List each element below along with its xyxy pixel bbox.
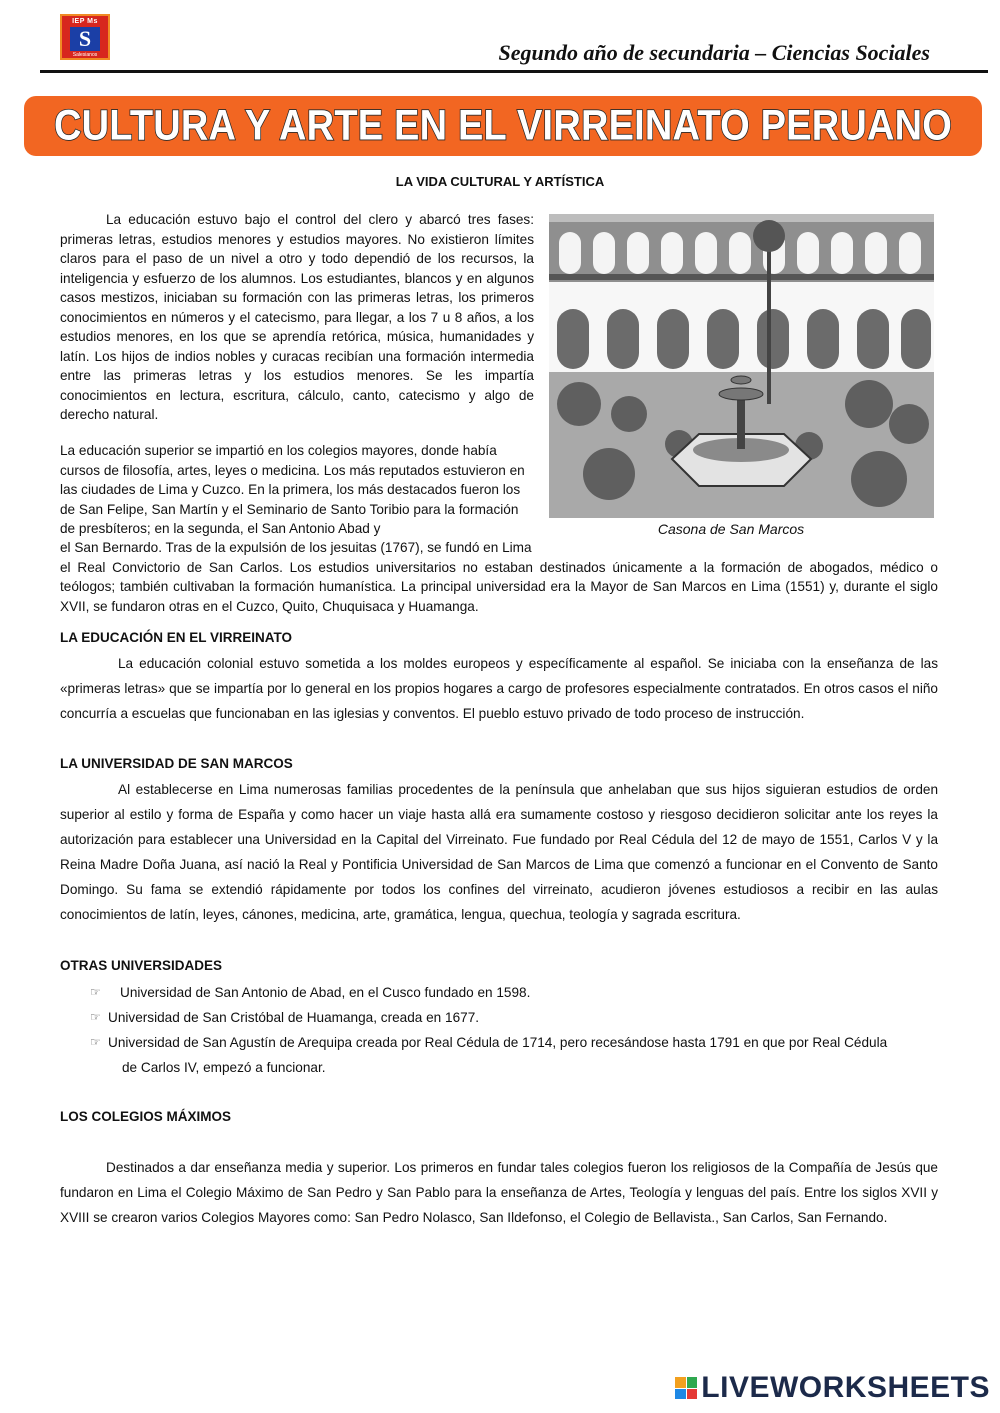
section-heading-educacion: LA EDUCACIÓN EN EL VIRREINATO: [60, 630, 293, 645]
liveworksheets-logo-icon: [675, 1377, 697, 1399]
list-item: ☞ Universidad de San Agustín de Arequipa creada por Real Cédula de 1714, pero recesándose hasta 1791 en que por Real Cédula de Carlos IV, empezó a funcionar.: [90, 1030, 938, 1080]
pointing-hand-icon: ☞: [90, 985, 101, 999]
paragraph-educacion-colonial: La educación colonial estuvo sometida a los moldes europeos y específicamente al español. Se iniciaba con la enseñanza de las «primeras letras» que se impartía por lo general en los propios hogares a cargo de profesores especialmente contratados. En otros casos el niño concurría a escuelas que funcionaban en las iglesias y conventos. El pueblo estuvo privado de todo proceso de instrucción.: [60, 656, 938, 721]
paragraph-educacion-superior: La educación superior se impartió en los colegios mayores, donde había cursos de filosofía, artes, leyes o medicina. Los más reputados estuvieron en las ciudades de Lima y Cuzco. En la primera, los más destacados fueron los de San Felipe, San Martín y el Seminario de Santo Toribio para la formación de presbíteros; en la segunda, el San Antonio Abad y: [60, 443, 525, 536]
universities-list: [90, 980, 938, 1080]
paragraph-sanmarcos: Al establecerse en Lima numerosas familias procedentes de la península que anhelaban que sus hijos siguieran estudios de orden superior al estilo y forma de España y como hacer un viaje hasta allá era sumamente costoso y riesgoso decidieron solicitar ante los reyes la autorización para establecer una Universidad en la Capital del Virreinato. Fue fundado por Real Cédula del 12 de mayo de 1551, Carlos V y la Reina Madre Doña Juana, así nació la Real y Pontificia Universidad de San Marcos de Lima que comenzó a funcionar en el Convento de Santo Domingo. Su fama se extendió rápidamente por todos los confines del virreinato, acudieron jóvenes estudiosos a recibir en las aulas conocimientos de latín, leyes, cánones, medicina, arte, gramática, lengua, quechua, teología y sagrada escritura.: [60, 782, 938, 922]
pointing-hand-icon: ☞: [90, 1010, 101, 1024]
subject-header: Segundo año de secundaria – Ciencias Sociales: [498, 40, 930, 65]
paragraph-colegios: Destinados a dar enseñanza media y superior. Los primeros en fundar tales colegios fueron los religiosos de la Compañía de Jesús que fundaron en Lima el Colegio Máximo de San Pedro y San Pablo para la enseñanza de Artes, Teología y lenguas del país. Entre los siglos XVII y XVIII se crearon varios Colegios Mayores como: San Pedro Nolasco, San Ildefonso, el Colegio de Bellavista., San Carlos, San Fernando.: [60, 1160, 938, 1225]
courtyard-illustration: [549, 214, 934, 518]
photo-caption: Casona de San Marcos: [657, 521, 805, 537]
section-heading-colegios: LOS COLEGIOS MÁXIMOS: [60, 1109, 232, 1124]
paragraph-convictorio: [60, 538, 938, 616]
logo-top-text: IEP Ms: [72, 18, 98, 25]
section-heading-cultural: LA VIDA CULTURAL Y ARTÍSTICA: [395, 174, 605, 189]
section-heading-otras: OTRAS UNIVERSIDADES: [60, 958, 223, 973]
page-title: CULTURA Y ARTE EN EL VIRREINATO PERUANO: [53, 101, 953, 149]
pointing-hand-icon: ☞: [90, 1035, 101, 1049]
list-item-continuation: de Carlos IV, empezó a funcionar.: [122, 1060, 326, 1075]
logo-bottom-text: Salesianos: [72, 52, 98, 58]
casona-photo: [549, 214, 934, 518]
logo-letter: S: [70, 27, 100, 51]
section-heading-sanmarcos: LA UNIVERSIDAD DE SAN MARCOS: [60, 756, 293, 771]
list-item: ☞ Universidad de San Antonio de Abad, en el Cusco fundado en 1598.: [90, 980, 938, 1005]
liveworksheets-brand: [675, 1371, 990, 1405]
list-item: ☞ Universidad de San Cristóbal de Huamanga, creada en 1677.: [90, 1005, 938, 1030]
paragraph-convictorio-first-line: el San Bernardo. Tras de la expulsión de los jesuitas (1767), se fundó en Lima: [60, 540, 532, 555]
paragraph-educacion-fases: La educación estuvo bajo el control del clero y abarcó tres fases: primeras letras, estudios menores y estudios mayores. No existieron límites claros para el paso de un nivel a otro y todo dependió de los recursos, la inteligencia y esfuerzo de los alumnos. Los estudiantes, blancos y en algunos casos mestizos, iniciaban su formación con las primeras letras, los primeros conocimientos en números y el catecismo, para llegar, a los 7 u 8 años, a los estudios menores, en los que se aprendía retórica, música, humanidades y latín. Los hijos de indios nobles y curacas recibían una formación intermedia entre las primeras letras y los estudios menores. Se les impartía conocimientos en lectura, escritura, cálculo, canto, catecismo y algo de derecho natural.: [60, 212, 534, 422]
brand-text: LIVEWORKSHEETS: [701, 1371, 990, 1404]
school-logo: [60, 14, 110, 60]
paragraph-convictorio-rest: el Real Convictorio de San Carlos. Los estudios universitarios no estaban destinados únicamente a la formación de abogados, médico o teólogos; también cultivaban la formación humanística. La principal universidad era la Mayor de San Marcos en Lima (1551) y, durante el siglo XVII, se fundaron otras en el Cuzco, Quito, Chuquisaca y Huamanga.: [60, 559, 938, 614]
header-rule: [40, 70, 988, 73]
title-banner: [24, 96, 982, 156]
